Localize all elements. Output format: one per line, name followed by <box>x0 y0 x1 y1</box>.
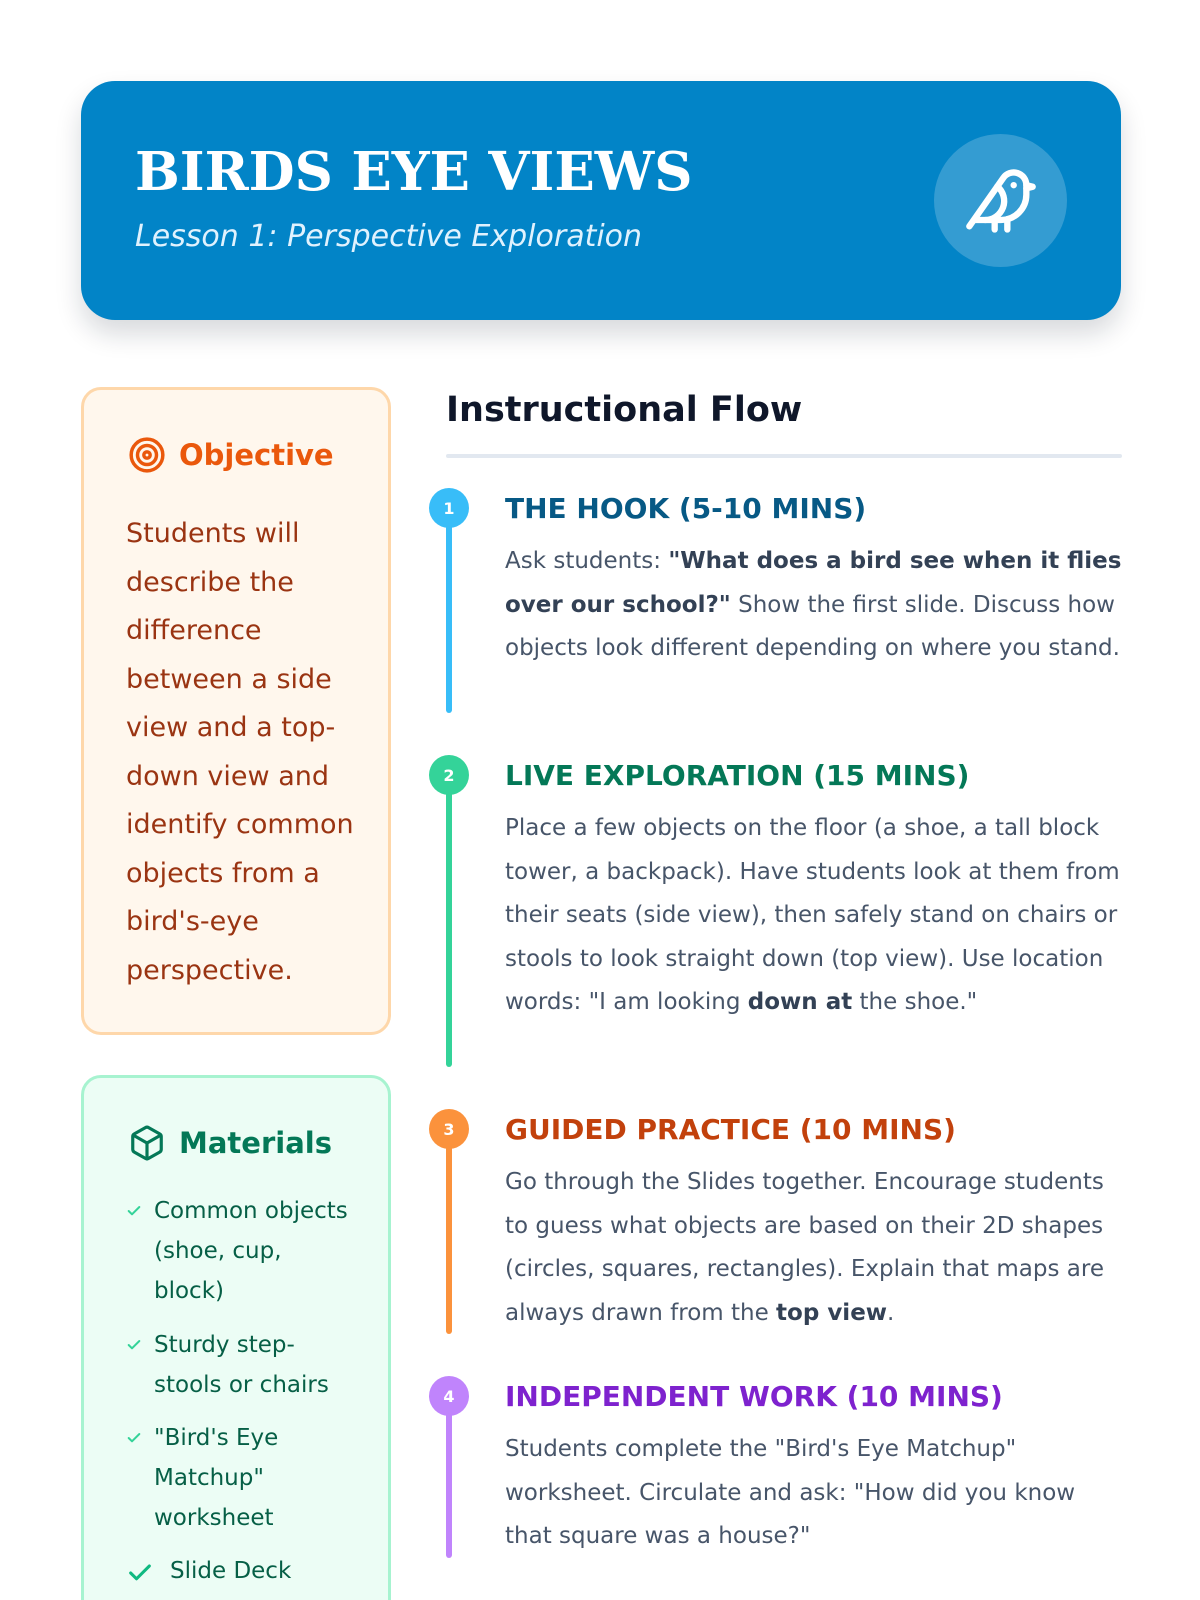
step-description <box>505 1428 1125 1559</box>
objective-text: Students will describe the difference between a side view and a top-down view and identify common objects from a bird's-eye perspective. <box>126 518 354 986</box>
objective-title: Objective <box>179 438 334 472</box>
lesson-title: BIRDS EYE VIEWS <box>135 141 693 203</box>
bird-icon <box>963 163 1039 239</box>
step-emphasis-text: top view <box>776 1299 888 1326</box>
material-item <box>126 1191 356 1311</box>
step-heading: THE HOOK (5-10 MINS) <box>505 492 867 525</box>
materials-heading <box>128 1124 332 1162</box>
materials-title: Materials <box>179 1126 332 1160</box>
step-description <box>505 807 1125 1025</box>
step-number-badge: 4 <box>429 1376 469 1416</box>
flow-divider <box>446 454 1122 458</box>
objective-heading <box>128 436 334 474</box>
step-heading: GUIDED PRACTICE (10 MINS) <box>505 1113 956 1146</box>
step-heading: INDEPENDENT WORK (10 MINS) <box>505 1380 1003 1413</box>
step-emphasis-text: "What does a bird see when it flies over our school?" <box>505 548 1122 618</box>
material-item <box>126 1325 356 1405</box>
lesson-subtitle: Lesson 1: Perspective Exploration <box>135 219 643 254</box>
material-item-text: Sturdy step-stools or chairs <box>154 1332 329 1398</box>
step-number-badge: 1 <box>429 488 469 528</box>
step-number-badge: 2 <box>429 755 469 795</box>
objective-card <box>81 387 391 1035</box>
step-text: Place a few objects on the floor (a shoe, a tall block tower, a backpack). Have students look at them from their seats (side view), then safely stand on chairs or stools to look straight down (top view). Use location words: "I am looking <box>505 815 1120 1015</box>
step-text: Show the first slide. Discuss how objects look different depending on where you stand. <box>505 591 1120 661</box>
step-heading: LIVE EXPLORATION (15 MINS) <box>505 759 970 792</box>
check-icon <box>126 1559 154 1587</box>
check-icon <box>126 1430 142 1446</box>
step-text: . <box>887 1299 895 1326</box>
bird-icon-badge <box>934 134 1067 267</box>
material-item-text: Slide Deck <box>170 1558 292 1584</box>
check-icon <box>126 1203 142 1219</box>
box-icon <box>128 1124 166 1162</box>
target-icon <box>128 436 166 474</box>
step-number-badge: 3 <box>429 1109 469 1149</box>
step-description <box>505 1161 1125 1335</box>
materials-card <box>81 1075 391 1600</box>
step-timeline-line <box>446 1129 452 1334</box>
lesson-header <box>81 81 1121 320</box>
step-text: Ask students: <box>505 548 669 574</box>
flow-title: Instructional Flow <box>446 390 803 430</box>
step-text: Go through the Slides together. Encourage students to guess what objects are based on their 2D shapes (circles, squares, rectangles). Explain that maps are always drawn from the <box>505 1169 1104 1326</box>
step-timeline-line <box>446 775 452 1067</box>
material-item <box>126 1418 356 1538</box>
step-description <box>505 540 1125 671</box>
material-item <box>126 1551 376 1591</box>
material-item-text: Common objects (shoe, cup, block) <box>154 1198 348 1304</box>
step-timeline-line <box>446 508 452 713</box>
step-emphasis-text: down at <box>747 989 853 1015</box>
step-text: Students complete the "Bird's Eye Matchup" worksheet. Circulate and ask: "How did you know that square was a house?" <box>505 1436 1076 1549</box>
check-icon <box>126 1337 142 1353</box>
step-text: the shoe." <box>852 989 978 1015</box>
material-item-text: "Bird's Eye Matchup" worksheet <box>154 1425 279 1531</box>
step-timeline-line <box>446 1396 452 1558</box>
